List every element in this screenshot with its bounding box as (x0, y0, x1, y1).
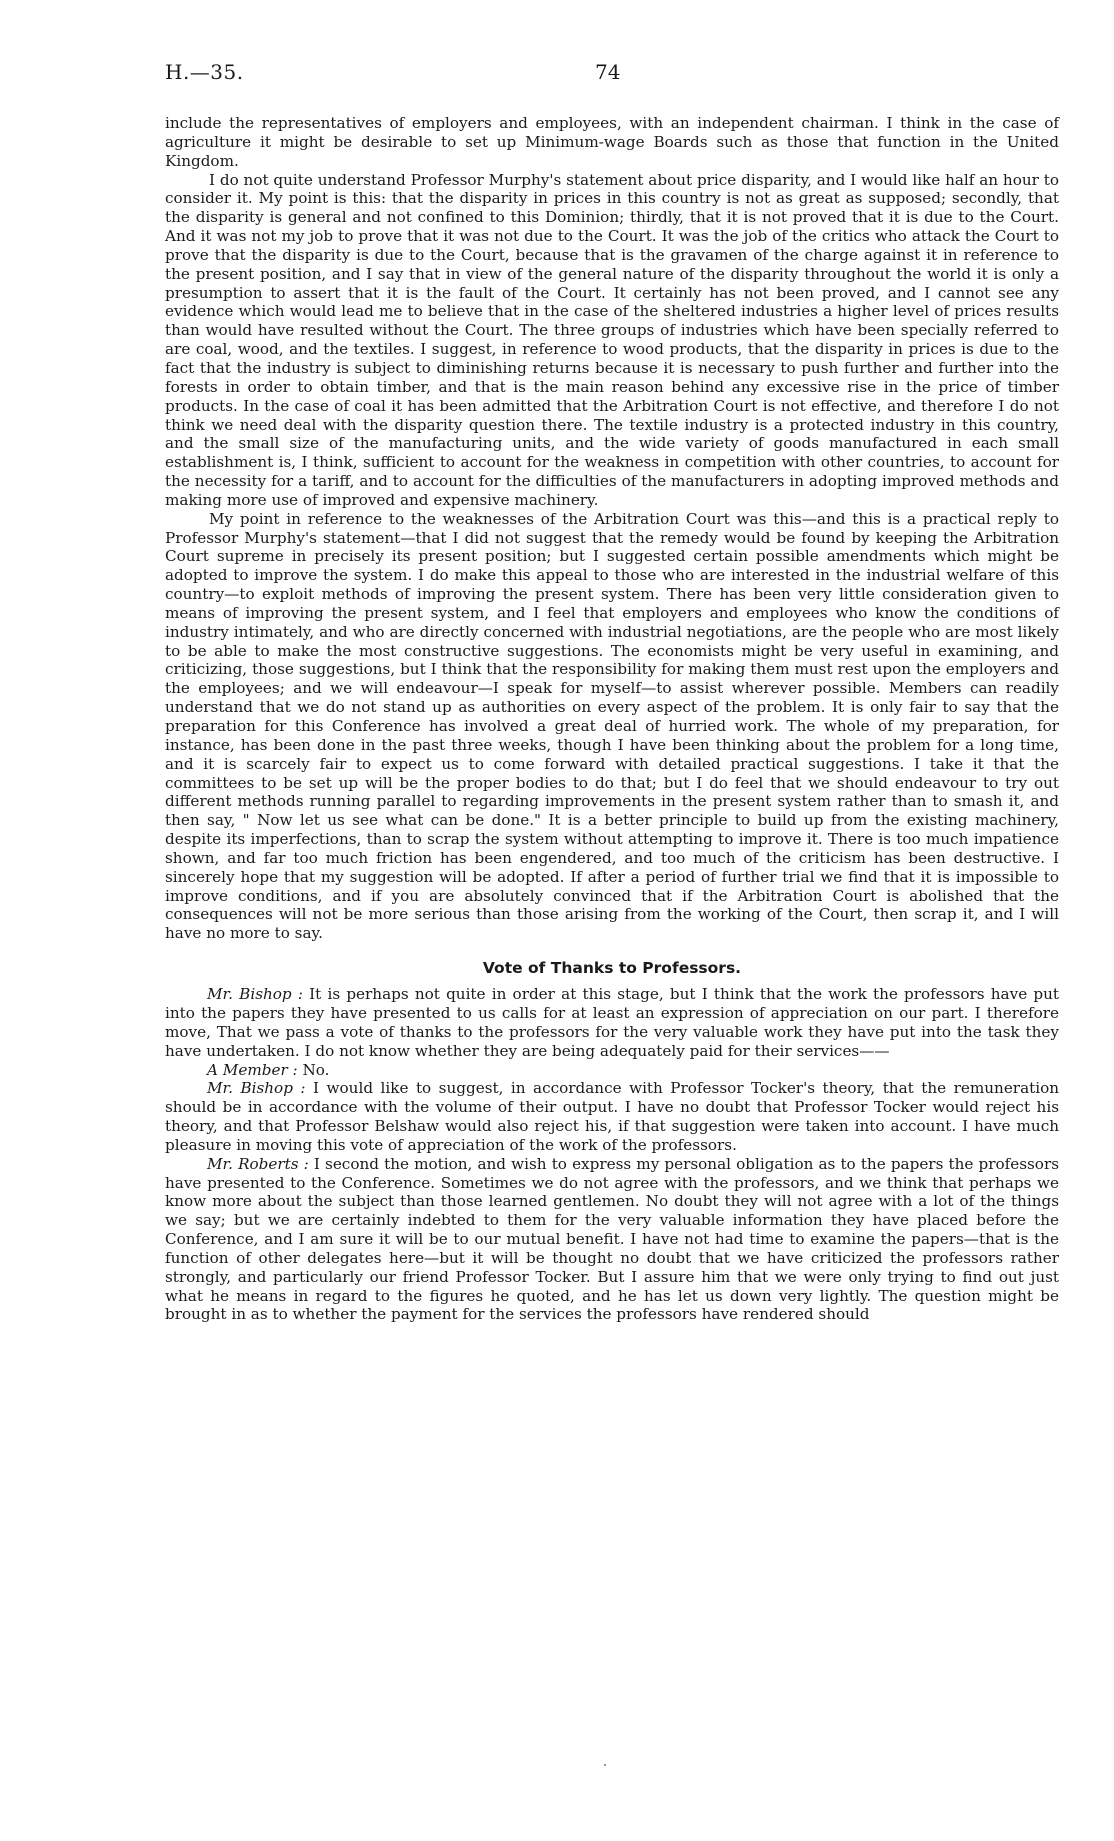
speech-text: It is perhaps not quite in order at this stage, but I think that the work the professors have put into the papers they have presented to us calls for at least an expression of appreciation on our part. I therefore move, That we pass a vote of thanks to the professors for the very valuable work they have put into the task they have undertaken. I do not know whether they are being adequately paid for their services—— (165, 985, 1059, 1060)
section-heading: Vote of Thanks to Professors. (482, 959, 742, 978)
speech-paragraph (165, 1061, 1059, 1080)
speech-paragraph (165, 985, 1059, 1060)
scan-speck (604, 1764, 606, 1766)
speech-text: I would like to suggest, in accordance with Professor Tocker's theory, that the remuneration should be in accordance with the volume of their output. I have no doubt that Professor Tocker would reject his theory, and that Professor Belshaw would also reject his, if that suggestion were taken into account. I have much pleasure in moving this vote of appreciation of the work of the professors. (165, 1079, 1060, 1154)
paragraph: I do not quite understand Professor Murphy's statement about price disparity, and I would like half an hour to consider it. My point is this: that the disparity in prices in this country is not as great as supposed; secondly, that the disparity is general and not confined to this Dominion; thirdly, that it is not proved that it is due to the Court. And it was not my job to prove that it was not due to the Court. It was the job of the critics who attack the Court to prove that the disparity is due to the Court, because that is the gravamen of the charge against it in reference to the present position, and I say that in view of the general nature of the disparity throughout the world it is only a presumption to assert that it is the fault of the Court. It certainly has not been proved, and I cannot see any evidence which would lead me to believe that in the case of the sheltered industries a higher level of prices results than would have resulted without the Court. The three groups of industries which have been specially referred to are coal, wood, and the textiles. I suggest, in reference to wood products, that the disparity in prices is due to the fact that the industry is subject to diminishing returns because it is necessary to push further and further into the forests in order to obtain timber, and that is the main reason behind any excessive rise in the price of timber products. In the case of coal it has been admitted that the Arbitration Court is not effective, and therefore I do not think we need deal with the disparity question there. The textile industry is a protected industry in this country, and the small size of the manufacturing units, and the wide variety of goods manufactured in each small establishment is, I think, sufficient to account for the weakness in competition with other countries, to account for the necessity for a tariff, and to account for the difficulties of the manufacturers in adopting improved methods and making more use of improved and expensive machinery. (165, 170, 1059, 509)
page-number: 74 (595, 60, 621, 84)
speech-paragraph (165, 1079, 1059, 1154)
speaker-name: Mr. Bishop : (207, 1079, 306, 1098)
document-reference: H.—35. (165, 60, 244, 84)
paragraph: My point in reference to the weaknesses of the Arbitration Court was this—and this is a practical reply to Professor Murphy's statement—that I did not suggest that the remedy would be found by keeping the Arbitration Court supreme in precisely its present position; but I suggested certain possible amendments which might be adopted to improve the system. I do make this appeal to those who are interested in the industrial welfare of this country—to exploit methods of improving the present system. There has been very little consideration given to means of improving the present system, and I feel that employers and employees who know the conditions of industry intimately, and who are directly concerned with industrial negotiations, are the people who are most likely to be able to make the most constructive suggestions. The economists might be very useful in examining, and criticizing, those suggestions, but I think that the responsibility for making them must rest upon the employers and the employees; and we will endeavour—I speak for myself—to assist wherever possible. Members can readily understand that we do not stand up as authorities on every aspect of the problem. It is only fair to say that the preparation for this Conference has involved a great deal of hurried work. The whole of my preparation, for instance, has been done in the past three weeks, though I have been thinking about the problem for a long time, and it is scarcely fair to expect us to come forward with detailed practical suggestions. I take it that the committees to be set up will be the proper bodies to do that; but I do feel that we should endeavour to try out different methods running parallel to regarding improvements in the present system rather than to smash it, and then say, " Now let us see what can be done." It is a better principle to build up from the existing machinery, despite its imperfections, than to scrap the system without attempting to improve it. There is too much impatience shown, and far too much friction has been engendered, and too much of the criticism has been destructive. I sincerely hope that my suggestion will be adopted. If after a period of further trial we find that it is impossible to improve conditions, and if you are absolutely convinced that if the Arbitration Court is abolished that the consequences will not be more serious than those arising from the working of the Court, then scrap it, and I will have no more to say. (165, 509, 1059, 943)
speaker-name: Mr. Roberts : (207, 1154, 309, 1173)
speech-paragraph (165, 1155, 1059, 1325)
speech-text: No. (302, 1060, 330, 1079)
paragraph: include the representatives of employers and employees, with an independent chairman. I think in the case of agriculture it might be desirable to set up Minimum-wage Boards such as those that function in the United Kingdom. (165, 114, 1059, 170)
document-page (165, 60, 1059, 1324)
body-text (165, 114, 1059, 1324)
page-header (165, 60, 1059, 94)
speaker-name: A Member : (207, 1060, 298, 1079)
speech-text: I second the motion, and wish to express my personal obligation as to the papers the professors have presented to the Conference. Sometimes we do not agree with the professors, and we think that perhaps we know more about the subject than those learned gentlemen. No doubt they will not agree with a lot of the things we say; but we are certainly indebted to them for the very valuable information they have placed before the Conference, and I am sure it will be to our mutual benefit. I have not had time to examine the papers—that is the function of other delegates here—but it will be thought no doubt that we have criticized the professors rather strongly, and particularly our friend Professor Tocker. But I assure him that we were only trying to find out just what he means in regard to the figures he quoted, and he has let us down very lightly. The question might be brought in as to whether the payment for the services the professors have rendered should (165, 1154, 1059, 1324)
speaker-name: Mr. Bishop : (207, 985, 303, 1004)
